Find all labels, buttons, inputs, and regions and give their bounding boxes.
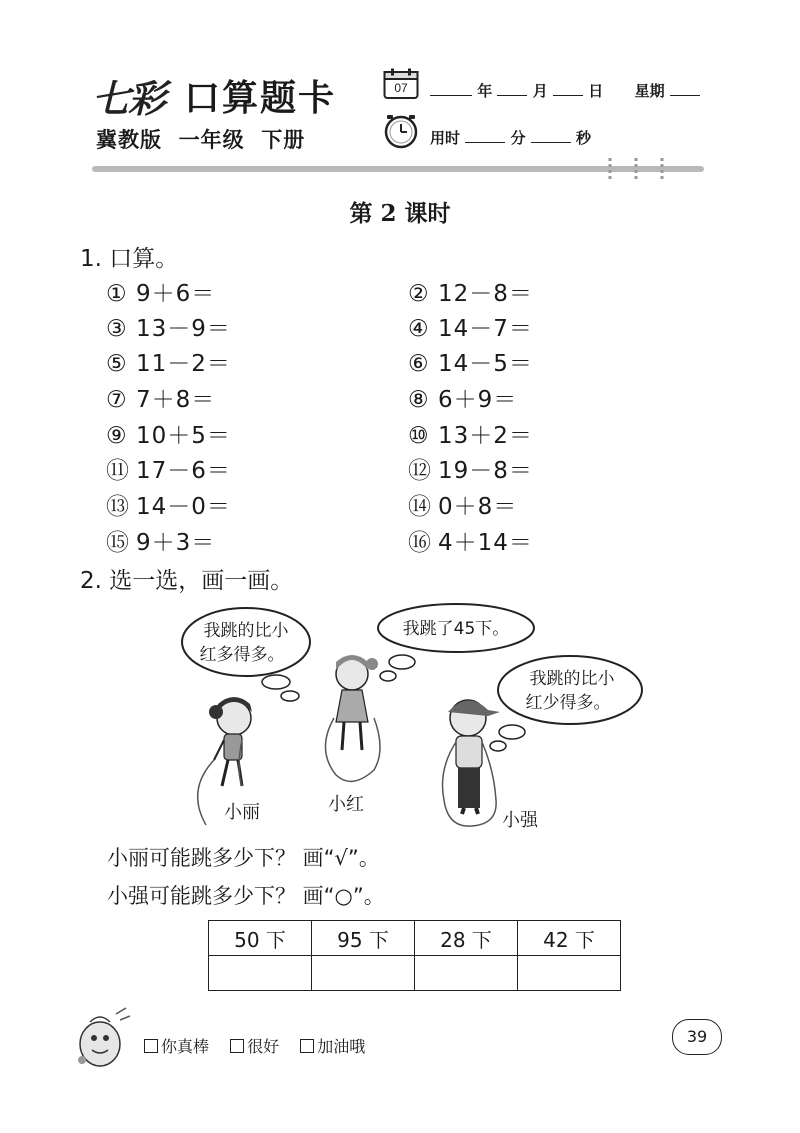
day-blank[interactable] [553,81,583,96]
exercise-item: ⑮ 9＋3＝ [106,530,216,556]
rating-option[interactable]: 很好 [230,1034,279,1057]
answer-table [208,920,621,991]
binder-marks [604,156,674,188]
minute-label: 分 [510,129,526,147]
question-1-title: 1. 口算。 [80,246,179,272]
month-label: 月 [532,82,548,100]
month-blank[interactable] [497,81,527,96]
bubble-text: 我跳了45下。 [402,619,510,639]
exercise-item: ② 12－8＝ [408,281,533,307]
option-cell: 28 下 [415,921,518,956]
checkbox[interactable] [144,1039,158,1053]
exercise-item: ⑨ 10＋5＝ [106,423,231,449]
day-label: 日 [588,82,604,100]
speech-bubble-xiaoli [182,608,310,701]
answer-cell[interactable] [209,956,312,991]
boy-xiaoqiang-figure [443,700,501,826]
second-blank[interactable] [531,128,571,143]
edition-label: 冀教版 一年级 下册 [96,128,306,152]
rating-option[interactable]: 你真棒 [144,1034,209,1057]
name-xiaohong: 小红 [328,794,364,815]
exercise-item: ④ 14－7＝ [408,316,533,342]
calendar-day: 07 [394,81,408,95]
mascot-icon [70,1004,134,1074]
date-fields [430,80,700,101]
weekday-blank[interactable] [670,81,700,96]
option-cell: 50 下 [209,921,312,956]
checkbox[interactable] [300,1039,314,1053]
minute-blank[interactable] [465,128,505,143]
prompt-xiaoqiang: 小强可能跳多少下？ 画“○”。 [107,884,385,908]
weekday-label: 星期 [634,82,665,100]
girl-xiaohong-figure [325,655,380,781]
option-cell: 42 下 [518,921,621,956]
checkbox[interactable] [230,1039,244,1053]
lesson-title: 第 2 课时 [349,200,451,227]
exercise-item: ③ 13－9＝ [106,316,231,342]
jump-rope-illustration [176,600,656,839]
bubble-text: 红少得多。 [525,693,611,713]
time-fields [430,127,591,148]
speech-bubble-xiaohong [378,604,534,681]
clock-icon [383,113,419,153]
rating-options [144,1034,381,1057]
exercise-item: ⑭ 0＋8＝ [408,494,518,520]
option-cell: 95 下 [312,921,415,956]
calendar-icon [383,68,419,104]
speech-bubble-xiaoqiang [490,656,642,751]
bubble-text: 我跳的比小 [203,621,289,641]
time-used-label: 用时 [430,129,461,147]
exercise-item: ① 9＋6＝ [106,281,216,307]
exercise-item: ⑫ 19－8＝ [408,458,533,484]
exercise-item: ⑧ 6＋9＝ [408,387,518,413]
logo-title: 口算题卡 [184,78,337,119]
name-xiaoqiang: 小强 [502,810,538,831]
answer-cell[interactable] [518,956,621,991]
bubble-text: 我跳的比小 [529,669,615,689]
exercise-item: ⑤ 11－2＝ [106,351,231,377]
exercise-item: ⑪ 17－6＝ [106,458,231,484]
logo-script: 七彩 [92,76,165,121]
exercise-item: ⑬ 14－0＝ [106,494,231,520]
year-label: 年 [477,82,493,100]
second-label: 秒 [575,129,591,147]
year-blank[interactable] [430,81,472,96]
exercise-item: ⑥ 14－5＝ [408,351,533,377]
name-xiaoli: 小丽 [224,802,260,823]
exercise-item: ⑩ 13＋2＝ [408,423,533,449]
prompt-xiaoli: 小丽可能跳多少下？ 画“√”。 [107,846,380,870]
page-number: 39 [672,1019,722,1055]
exercise-item: ⑦ 7＋8＝ [106,387,216,413]
answer-cell[interactable] [312,956,415,991]
exercise-item: ⑯ 4＋14＝ [408,530,533,556]
bubble-text: 红多得多。 [199,645,285,665]
answer-cell[interactable] [415,956,518,991]
rating-option[interactable]: 加油哦 [300,1034,365,1057]
question-2-title: 2. 选一选，画一画。 [80,568,294,594]
